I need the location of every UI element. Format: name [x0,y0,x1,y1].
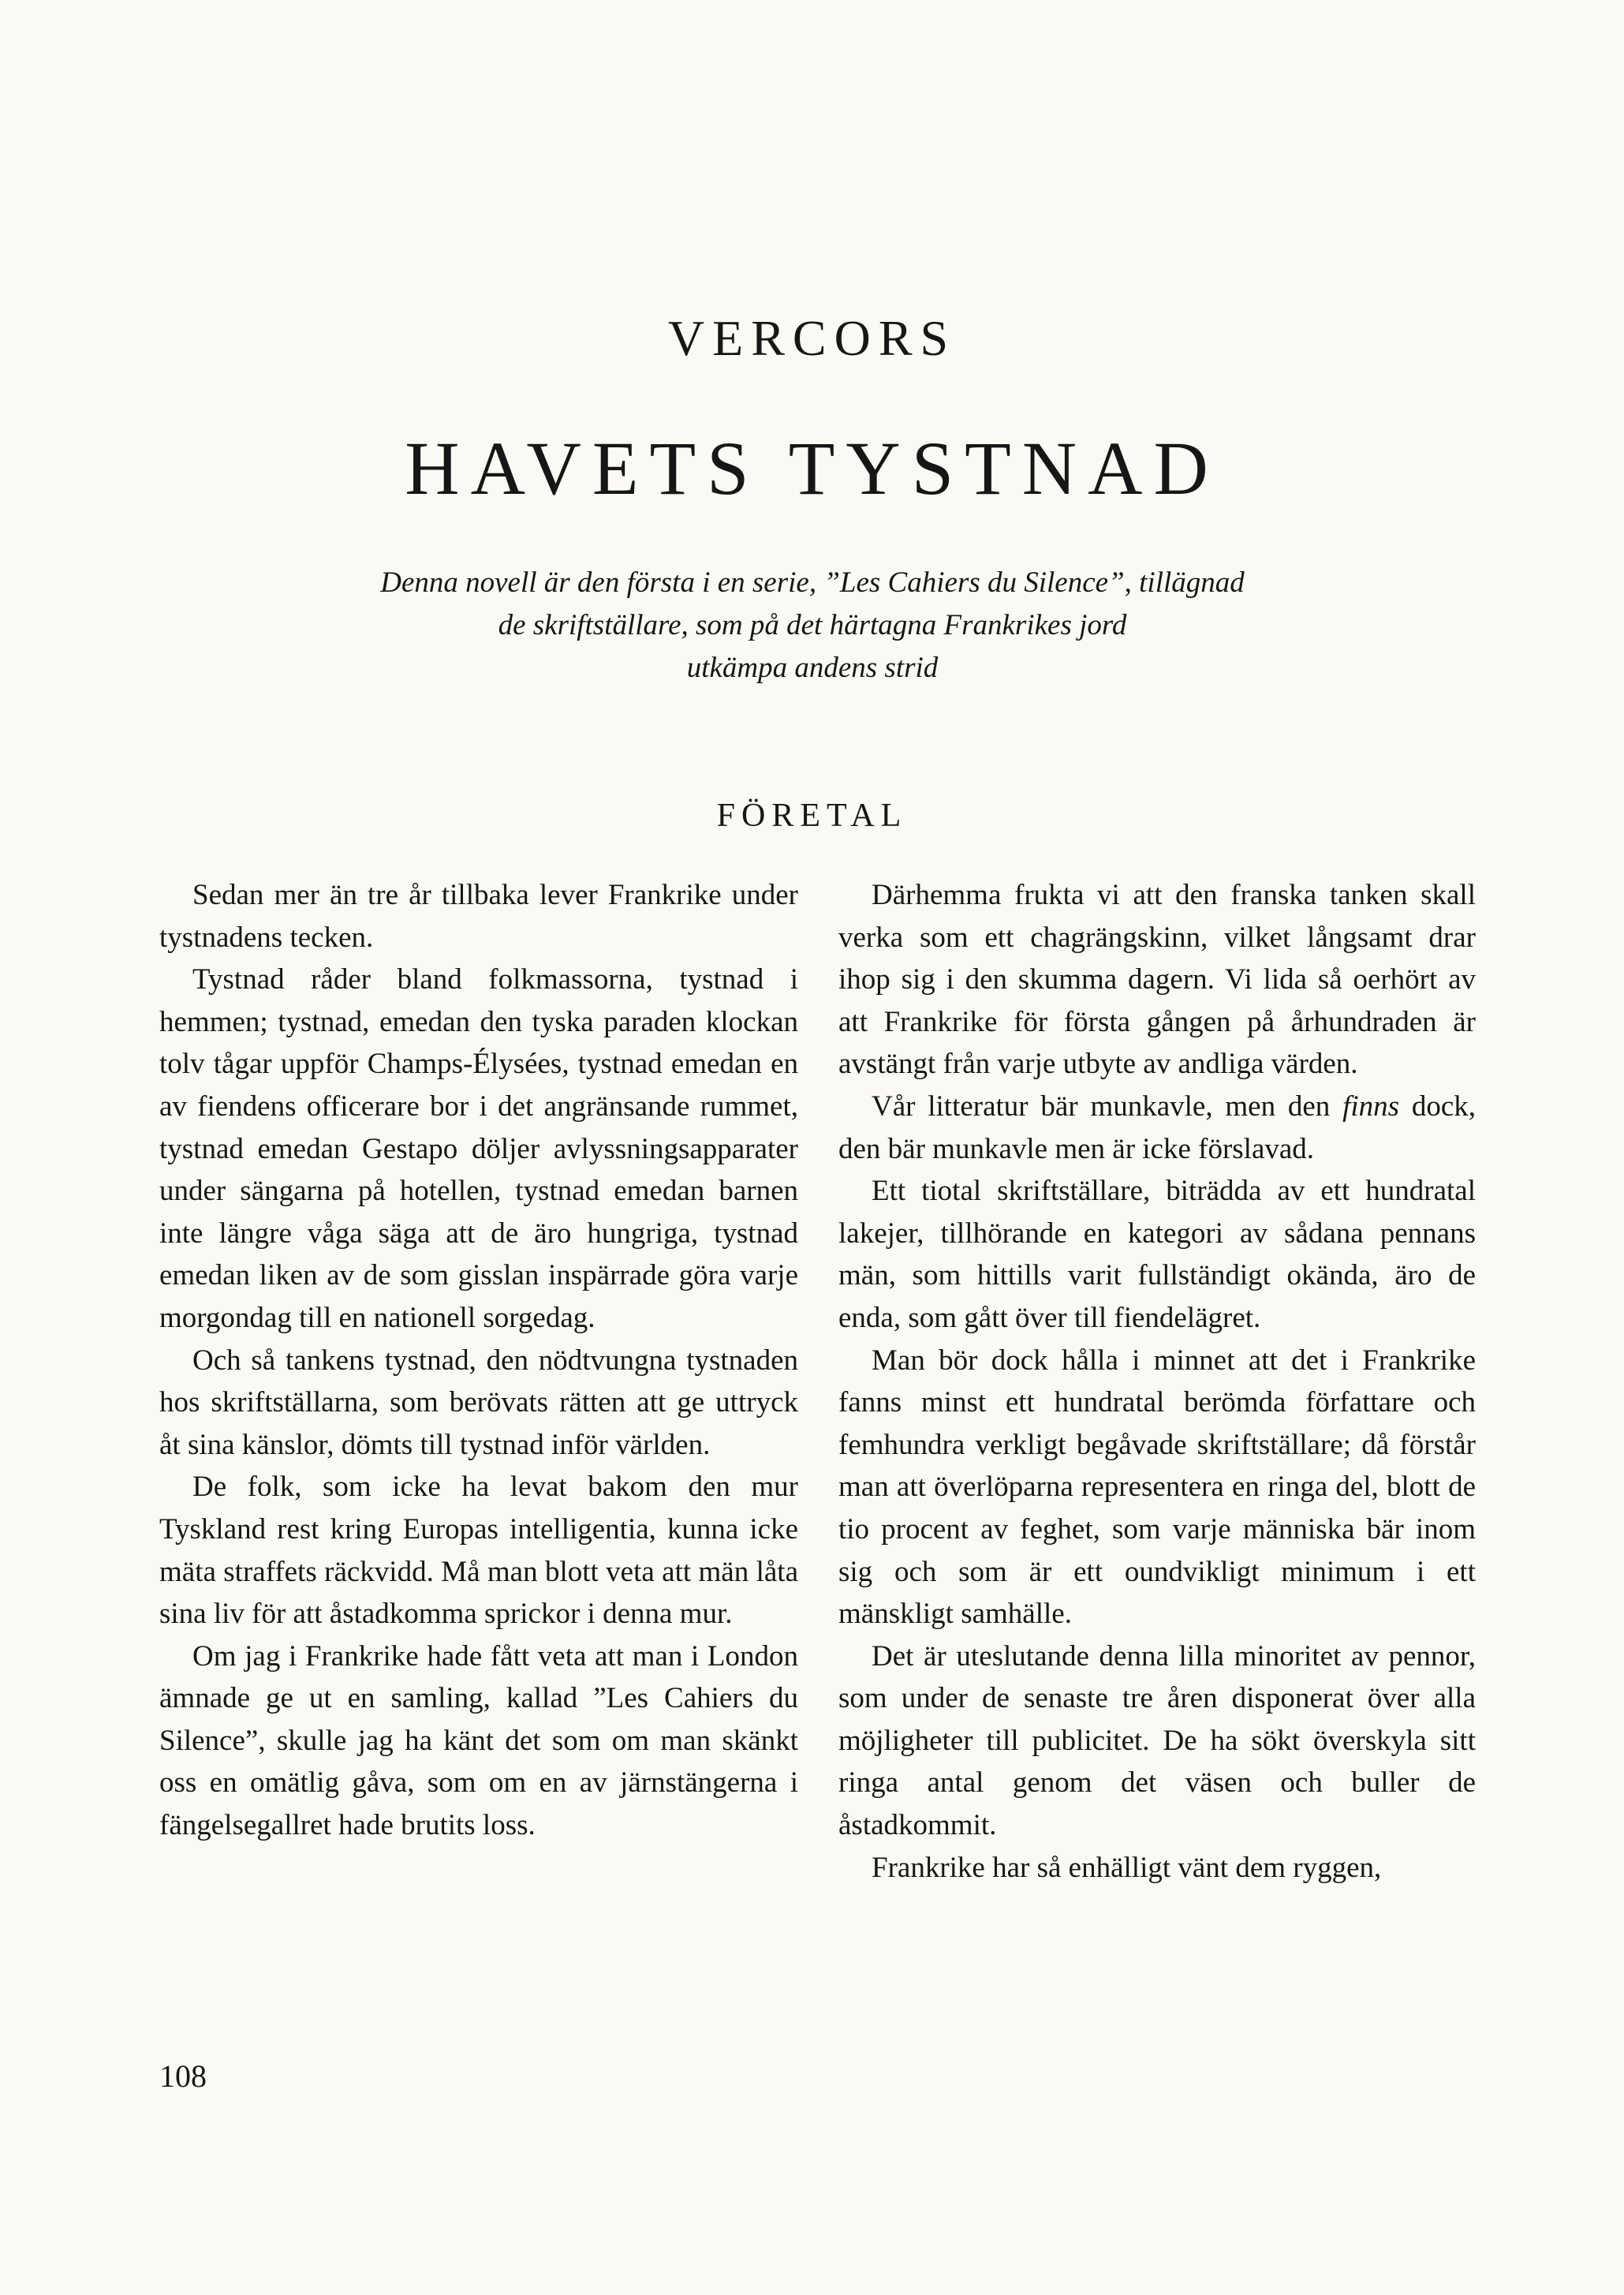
paragraph: Man bör dock hålla i minnet att det i Frankrike fanns minst ett hundratal berömda författare och femhundra verkligt begåvade skriftställare; då förstår man att överlöparna representera en ringa del, blott de tio procent av feghet, som varje människa bär inom sig och som är ett oundvikligt minimum i ett mänskligt samhälle. [838,1344,1476,1631]
section-heading: FÖRETAL [716,798,908,834]
paragraph: Ett tiotal skriftställare, biträdda av ett hundratal lakejer, tillhörande en kategori av sådana pennans män, som hittills varit fullständigt okända, äro de enda, som gått över till fiendelägret. [838,1175,1476,1334]
paragraph: Och så tankens tystnad, den nödtvungna tystnaden hos skriftställarna, som berövats rätten att ge uttryck åt sina känslor, dömts till tystnad inför världen. [159,1344,798,1461]
page-number: 108 [159,2058,207,2094]
emphasized-word: finns [1342,1090,1400,1123]
author-name: VERCORS [667,310,957,366]
paragraph: Tystnad råder bland folkmassorna, tystnad i hemmen; tystnad, emedan den tyska paraden klockan tolv tågar uppför Champs-Élysées, tystnad emedan en av fiendens officerare bor i det angränsande rummet, tystnad emedan Gestapo döljer avlyssningsapparater under sängarna på hotellen, tystnad emedan barnen inte längre våga säga att de äro hungriga, tystnad emedan liken av de som gisslan inspärrade göra varje morgondag till en nationell sorgedag. [159,963,798,1334]
dedication-line: de skriftställare, som på det härtagna Frankrikes jord [498,609,1127,641]
paragraph: Det är uteslutande denna lilla minoritet av pennor, som under de senaste tre åren disponerat över alla möjligheter till publicitet. De ha sökt överskyla sitt ringa antal genom det väsen och buller de åstadkommit. [838,1639,1476,1842]
left-column [159,874,798,1847]
right-column [838,874,1476,1889]
paragraph: Frankrike har så enhälligt vänt dem ryggen, [872,1851,1382,1884]
paragraph-text: Vår litteratur bär munkavle, men den [872,1090,1343,1123]
dedication-line: utkämpa andens strid [686,652,939,684]
paragraph: Därhemma frukta vi att den franska tanken skall verka som ett chagrängskinn, vilket långsamt drar ihop sig i den skumma dagern. Vi lida så oerhört av att Frankrike för första gången på århundraden är avstängt från varje utbyte av andliga värden. [838,879,1476,1081]
paragraph: Sedan mer än tre år tillbaka lever Frankrike under tystnadens tecken. [159,879,798,954]
dedication [260,562,1365,690]
paragraph: De folk, som icke ha levat bakom den mur Tyskland rest kring Europas intelligentia, kunna icke mäta straffets räckvidd. Må man blott veta att män låta sina liv för att åstadkomma sprickor i denna mur. [159,1471,798,1631]
dedication-line: Denna novell är den första i en serie, ”Les Cahiers du Silence”, tillägnad [380,566,1245,599]
paragraph [838,1086,1476,1170]
story-title: HAVETS TYSTNAD [405,426,1219,510]
paragraph-text: dock, den bär munkavle men är icke förslavad. [838,1090,1476,1165]
paragraph: Om jag i Frankrike hade fått veta att man i London ämnade ge ut en samling, kallad ”Les Cahiers du Silence”, skulle jag ha känt det som om man skänkt oss en omätlig gåva, som om en av järnstängerna i fängelsegallret hade brutits loss. [159,1639,798,1842]
